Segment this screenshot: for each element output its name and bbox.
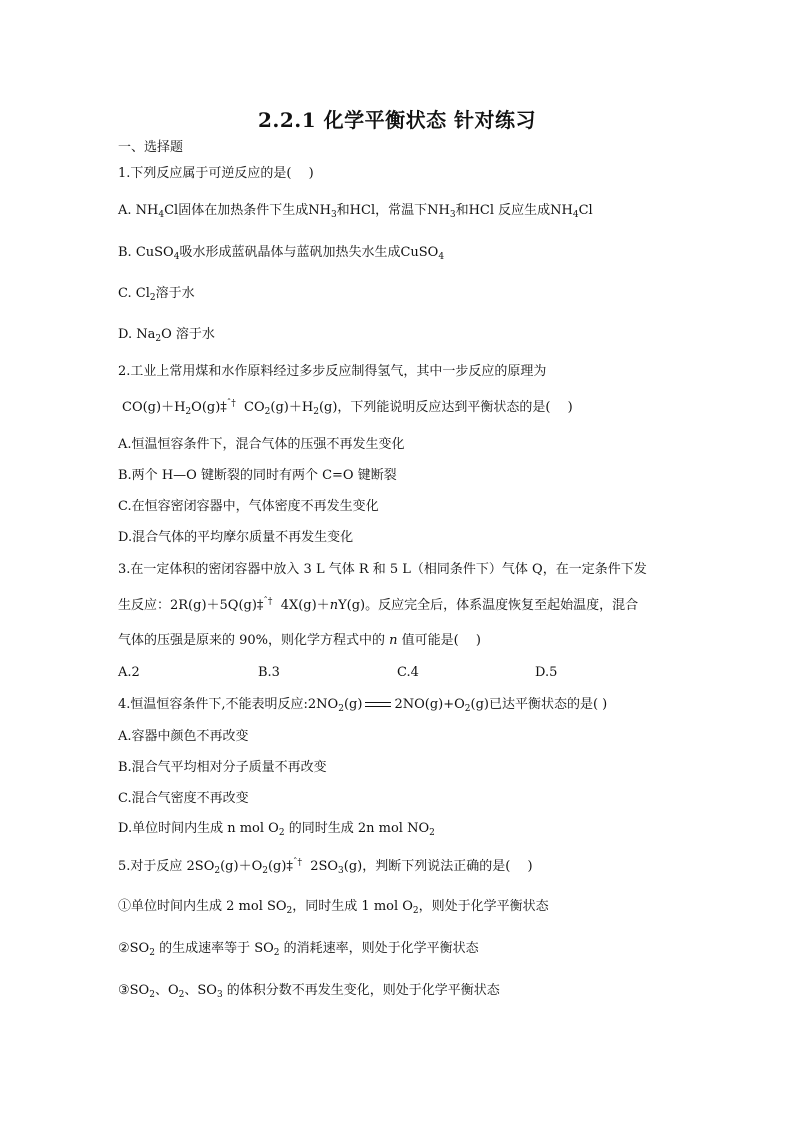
- question-4-stem: 4.恒温恒容条件下,不能表明反应$:2NO_2(g)$ $2NO(g)+O_2(g)$已达平衡状态的是( ): [118, 697, 608, 714]
- page-title: 2.2.1 化学平衡状态 针对练习: [257, 108, 537, 132]
- equilibrium-arrow-icon: [365, 700, 391, 709]
- question-3-option-d: D.5: [535, 665, 558, 680]
- question-1-stem: 1.下列反应属于可逆反应的是( ): [118, 166, 314, 181]
- question-3-option-a: A.2: [118, 665, 140, 680]
- question-1-option-c: C. $Cl_2$溶于水: [118, 286, 195, 303]
- question-3-line-1: 3.在一定体积的密闭容器中放入 3 L 气体 R 和 5 L（相同条件下）气体 Q，在一定条件下发: [118, 562, 647, 577]
- question-5-statement-1: ①单位时间内生成 2 mol $SO_2$，同时生成 1 mol $O_2$，则处于化学平衡状态: [118, 899, 549, 916]
- question-1-option-d: D. $Na_2O$ 溶于水: [118, 327, 215, 344]
- question-3-line-3: 气体的压强是原来的 90%，则化学方程式中的 n 值可能是( ): [118, 633, 481, 648]
- question-2-option-b: B.两个 H—O 键断裂的同时有两个 C=O 键断裂: [118, 468, 397, 483]
- question-4-option-c: C.混合气密度不再改变: [118, 791, 249, 806]
- question-4-option-a: A.容器中颜色不再改变: [118, 729, 249, 744]
- question-2-stem: 2.工业上常用煤和水作原料经过多步反应制得氢气，其中一步反应的原理为: [118, 364, 547, 379]
- question-3-line-2: 生反应：2R(g)＋5Q(g)‡$^{ˆ\dagger}$ 4X(g)＋nY(g)。反应完全后，体系温度恢复至起始温度，混合: [118, 597, 639, 613]
- question-3-option-c: C.4: [397, 665, 419, 680]
- question-2-option-d: D.混合气体的平均摩尔质量不再发生变化: [118, 530, 354, 545]
- question-2-option-a: A.恒温恒容条件下，混合气体的压强不再发生变化: [118, 437, 405, 452]
- section-heading: 一、选择题: [118, 140, 184, 155]
- question-5-statement-2: $②SO_2$ 的生成速率等于 $SO_2$ 的消耗速率，则处于化学平衡状态: [118, 941, 479, 958]
- question-5-stem: 5.对于反应 $2SO_2(g)+O_2(g)\ddagger^{ˆ\dagger}$ $2SO_3(g)$，判断下列说法正确的是( ): [118, 858, 533, 876]
- question-5-statement-3: $③SO_2$、$O_2$、$SO_3$ 的体积分数不再发生变化，则处于化学平衡状态: [118, 983, 500, 1000]
- question-4-option-b: B.混合气平均相对分子质量不再改变: [118, 760, 327, 775]
- question-3-option-b: B.3: [258, 665, 280, 680]
- question-4-option-d: D.单位时间内生成 n mol $O_2$ 的同时生成 2n mol $NO_2$: [118, 821, 435, 838]
- question-2-option-c: C.在恒容密闭容器中，气体密度不再发生变化: [118, 499, 379, 514]
- question-1-option-a: A. $NH_4Cl$固体在加热条件下生成$NH_3$和HCl，常温下$NH_3$和HCl 反应生成$NH_4Cl$: [118, 203, 593, 220]
- question-1-option-b: B. CuSO$_4$吸水形成蓝矾晶体与蓝矾加热失水生成CuSO$_4$: [118, 245, 445, 262]
- question-2-equation: $CO(g)+H_2O(g)\ddagger^{ˆ\dagger}$ $CO_2(g)+H_2(g)$，下列能说明反应达到平衡状态的是( ): [122, 399, 573, 417]
